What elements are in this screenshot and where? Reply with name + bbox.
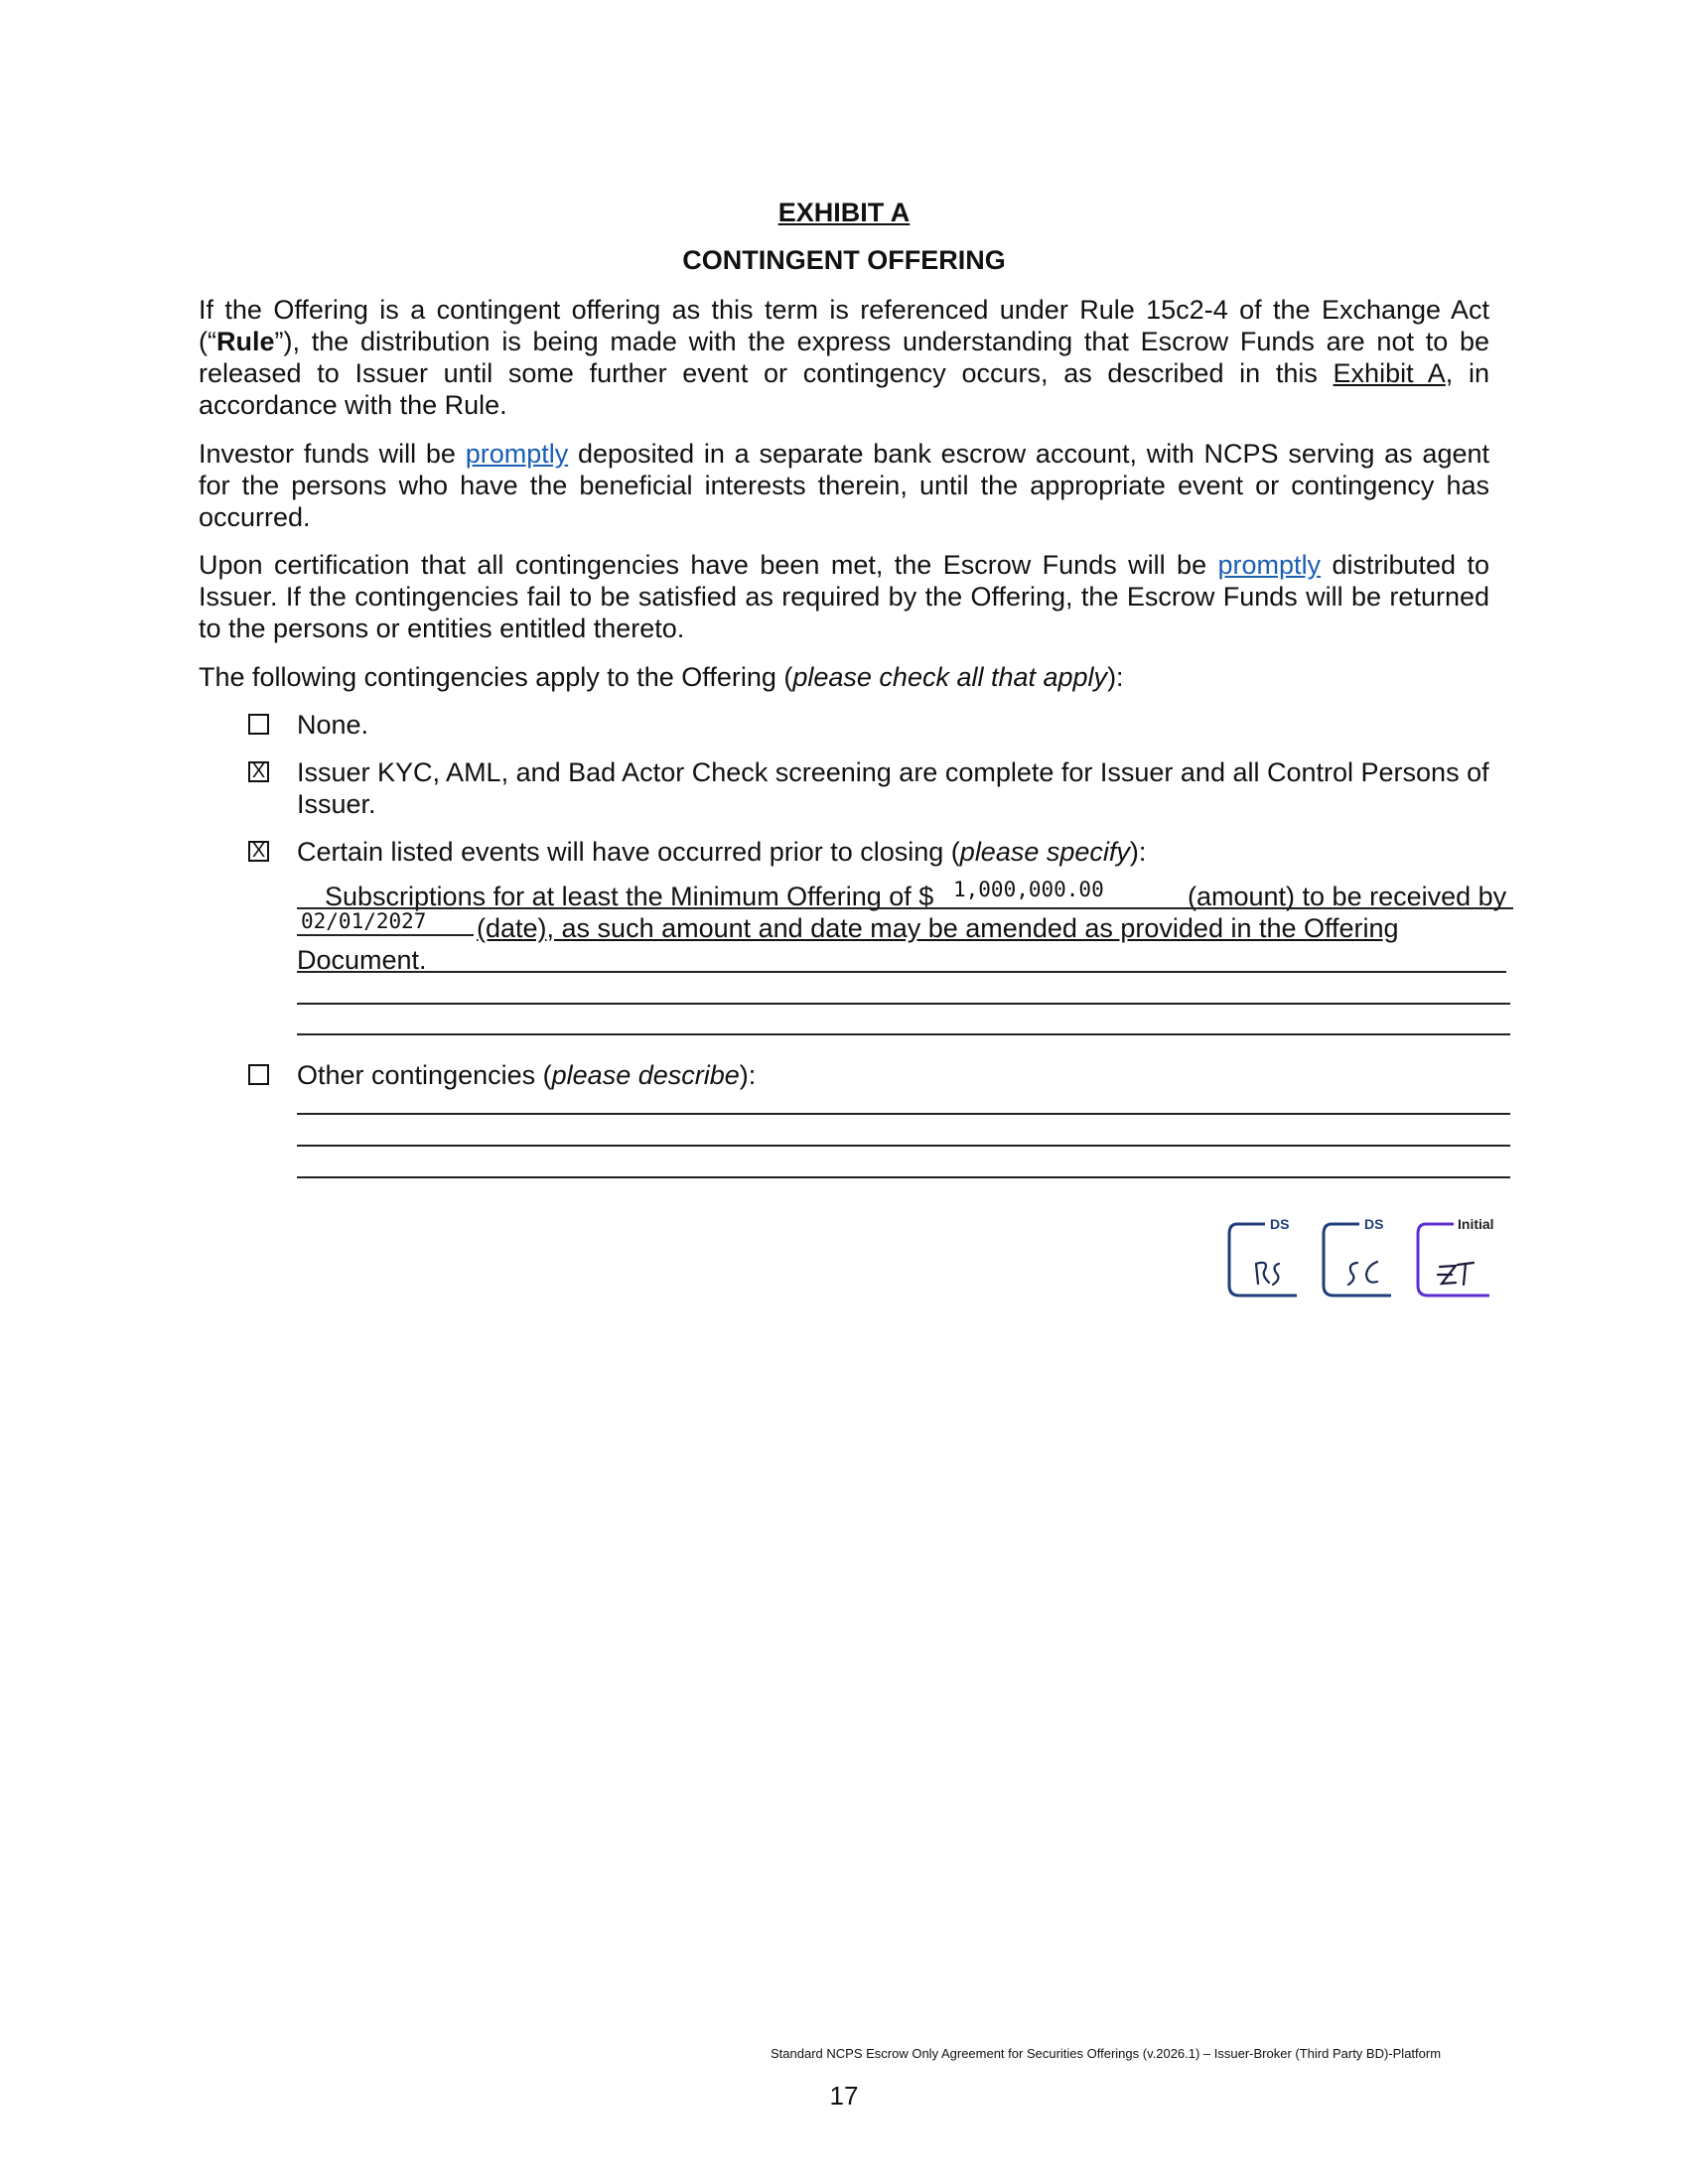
initial-frame-2 bbox=[1320, 1222, 1399, 1297]
exhibit-reference: Exhibit A bbox=[1333, 358, 1446, 388]
paragraph-contingencies-intro: The following contingencies apply to the Offering (please check all that apply): bbox=[199, 662, 1124, 692]
specify-line3-text: Document. bbox=[297, 945, 427, 975]
option-events-label: Certain listed events will have occurred prior to closing (please specify): bbox=[297, 837, 1147, 867]
paragraph-certification: Upon certification that all contingencies have been met, the Escrow Funds will be promptly distributed to Issuer. If the contingencies fail to be satisfied as required by the Offering, the Escrow Funds will be returned to the persons or entities entitled thereto. bbox=[199, 550, 1490, 643]
footer-text: Standard NCPS Escrow Only Agreement for Securities Offerings (v.2026.1) – Issuer-Broker (Third Party BD)-Platform bbox=[771, 2046, 1442, 2061]
specify-line1-suffix: (amount) to be received by bbox=[1188, 882, 1507, 911]
initial-frame-1 bbox=[1225, 1222, 1305, 1297]
option-none-label: None. bbox=[297, 710, 369, 740]
date-rule bbox=[297, 934, 474, 936]
checkbox-none[interactable] bbox=[248, 714, 269, 735]
specify-line1-text: Subscriptions for at least the Minimum Offering of $ bbox=[325, 882, 934, 911]
initial-box-2[interactable] bbox=[1320, 1216, 1399, 1302]
checkbox-other[interactable] bbox=[248, 1064, 269, 1085]
page-number: 17 bbox=[829, 2081, 859, 2111]
initial-tag-1: DS bbox=[1270, 1216, 1290, 1232]
other-rule-1 bbox=[297, 1113, 1510, 1115]
exhibit-title: EXHIBIT A bbox=[777, 198, 911, 227]
initial-tag-2: DS bbox=[1364, 1216, 1384, 1232]
paragraph-deposit: Investor funds will be promptly deposited in a separate bank escrow account, with NCPS serving as agent for the persons who have the beneficial interests therein, until the appropriate event or contingency has occurred. bbox=[199, 439, 1490, 532]
other-rule-3 bbox=[297, 1176, 1510, 1178]
checkbox-kyc[interactable]: X bbox=[248, 761, 269, 782]
other-rule-2 bbox=[297, 1145, 1510, 1147]
exhibit-subtitle: CONTINGENT OFFERING bbox=[682, 245, 1006, 275]
initial-box-3[interactable] bbox=[1414, 1216, 1494, 1302]
rule-term: Rule bbox=[215, 327, 275, 356]
promptly-link-1[interactable]: promptly bbox=[465, 439, 569, 469]
specify-line2-text: (date), as such amount and date may be amended as provided in the Offering bbox=[477, 913, 1399, 943]
specify-blank-rule-2 bbox=[297, 1033, 1510, 1035]
paragraph-rule: If the Offering is a contingent offering as this term is referenced under Rule 15c2-4 of the Exchange Act (“Rule”), the distribution is being made with the express understanding that Escrow Funds are not to be released to Issuer until some further event or contingency occurs, as described in this Exhibit A, in accordance with the Rule. bbox=[199, 295, 1489, 420]
checkbox-listed-events[interactable]: X bbox=[248, 841, 269, 862]
specify-blank-rule-1 bbox=[297, 1003, 1510, 1005]
promptly-link-2[interactable]: promptly bbox=[1217, 550, 1322, 580]
initial-box-1[interactable] bbox=[1225, 1216, 1305, 1302]
option-other-label: Other contingencies (please describe): bbox=[297, 1060, 757, 1090]
initial-frame-3 bbox=[1414, 1222, 1493, 1297]
specify-line3-rule bbox=[297, 971, 1506, 973]
initial-tag-3: Initial bbox=[1458, 1216, 1494, 1232]
minimum-amount-field[interactable]: 1,000,000.00 bbox=[953, 878, 1104, 901]
date-field[interactable]: 02/01/2027 bbox=[301, 909, 427, 933]
specify-line1-rule bbox=[297, 907, 1513, 909]
option-kyc-label: Issuer KYC, AML, and Bad Actor Check screening are complete for Issuer and all Control Persons of Issuer. bbox=[297, 757, 1489, 819]
